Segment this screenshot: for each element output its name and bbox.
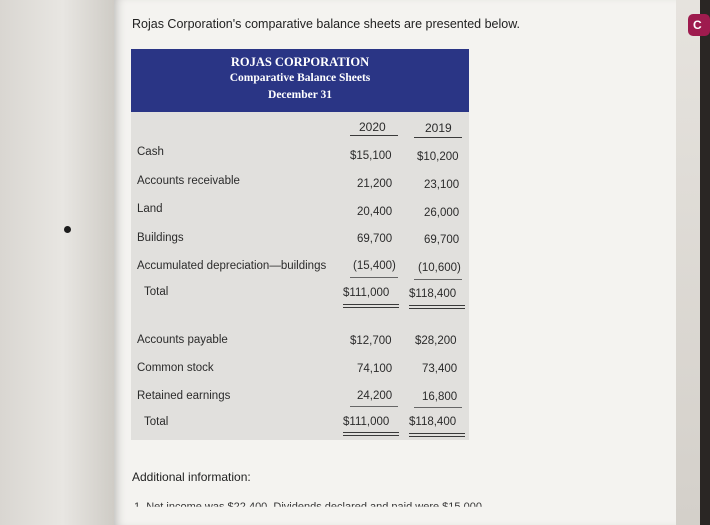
statement-date: December 31 — [268, 89, 332, 101]
row-value-2020: 74,100 — [357, 363, 393, 375]
row-value-2020: (15,400) — [353, 260, 396, 272]
row-label: Buildings — [137, 232, 184, 244]
header-underline-2019 — [414, 137, 462, 138]
table-header — [131, 49, 469, 112]
subtotal-rule-2019 — [414, 279, 462, 280]
tab-badge[interactable]: C — [688, 14, 710, 36]
row-value-2019: 16,800 — [422, 391, 458, 403]
row-value-2020: 20,400 — [357, 206, 393, 218]
row-value-2019: $10,200 — [417, 151, 459, 163]
total-double-rule-2019 — [409, 433, 465, 434]
total-double-rule-2019 — [409, 436, 465, 437]
total-double-rule-2019 — [409, 308, 465, 309]
row-value-2019: 73,400 — [422, 363, 458, 375]
col-header-2020: 2020 — [359, 120, 386, 134]
row-label: Accounts payable — [137, 334, 228, 346]
row-value-2020: $15,100 — [350, 150, 392, 162]
total-double-rule-2019 — [409, 305, 465, 306]
device-bezel — [0, 0, 114, 525]
row-value-2020: 24,200 — [357, 390, 393, 402]
total-value-2020: $111,000 — [343, 287, 390, 299]
row-label: Cash — [137, 146, 164, 158]
row-value-2019: 23,100 — [424, 179, 460, 191]
total-value-2019: $118,400 — [409, 288, 457, 300]
intro-text: Rojas Corporation's comparative balance sheets are presented below. — [132, 17, 521, 31]
row-label: Retained earnings — [137, 390, 231, 402]
row-value-2019: $28,200 — [415, 335, 457, 347]
row-value-2020: $12,700 — [350, 335, 392, 347]
row-label: Land — [137, 203, 163, 215]
company-name: ROJAS CORPORATION — [230, 55, 370, 69]
row-value-2019: 69,700 — [424, 234, 460, 246]
row-value-2019: (10,600) — [418, 262, 461, 274]
total-label: Total — [144, 286, 169, 298]
row-value-2020: 21,200 — [357, 178, 393, 190]
total-label: Total — [144, 416, 169, 428]
additional-info-heading: Additional information: — [132, 470, 251, 484]
row-label: Accounts receivable — [137, 175, 240, 187]
col-header-2019: 2019 — [425, 121, 452, 135]
row-value-2019: 26,000 — [424, 207, 460, 219]
total-double-rule-2020 — [343, 307, 399, 308]
subtotal-rule-2020 — [350, 406, 398, 407]
subtotal-rule-2020 — [350, 277, 398, 278]
row-label: Accumulated depreciation—buildings — [137, 260, 327, 272]
total-double-rule-2020 — [343, 304, 399, 305]
total-value-2019: $118,400 — [409, 416, 457, 428]
subtotal-rule-2019 — [414, 407, 462, 408]
total-double-rule-2020 — [343, 435, 399, 436]
header-underline-2020 — [350, 135, 398, 136]
device-edge — [676, 0, 700, 525]
row-value-2020: 69,700 — [357, 233, 393, 245]
total-value-2020: $111,000 — [343, 416, 390, 428]
total-double-rule-2020 — [343, 432, 399, 433]
camera-dot — [64, 226, 71, 233]
statement-title: Comparative Balance Sheets — [229, 72, 371, 84]
row-label: Common stock — [137, 362, 214, 374]
